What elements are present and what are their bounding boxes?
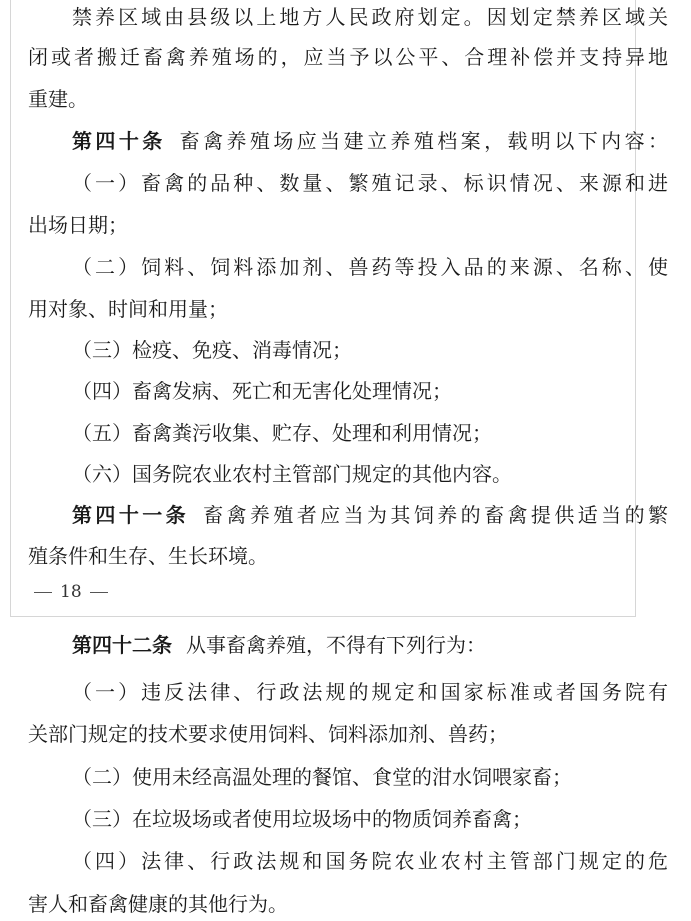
list-item: （一）违反法律、行政法规的规定和国家标准或者国务院有 xyxy=(72,680,668,704)
paragraph-line: 禁养区域由县级以上地方人民政府划定。因划定禁养区域关 xyxy=(72,5,668,29)
list-item: （四）法律、行政法规和国务院农业农村主管部门规定的危 xyxy=(72,849,668,873)
list-item-cont: 出场日期； xyxy=(28,213,128,237)
dash-left xyxy=(34,592,52,593)
article-42 xyxy=(72,630,668,660)
list-item-cont: 关部门规定的技术要求使用饲料、饲料添加剂、兽药； xyxy=(28,722,508,746)
article-40 xyxy=(72,126,668,156)
article-41-text: 畜禽养殖者应当为其饲养的畜禽提供适当的繁 xyxy=(203,503,669,527)
list-item-cont: 害人和畜禽健康的其他行为。 xyxy=(28,892,288,916)
article-41 xyxy=(72,500,668,530)
page-number-text: 18 xyxy=(60,582,82,602)
dash-right xyxy=(90,592,108,593)
article-40-text: 畜禽养殖场应当建立养殖档案，载明以下内容： xyxy=(179,129,669,153)
list-item: （一）畜禽的品种、数量、繁殖记录、标识情况、来源和进 xyxy=(72,171,668,195)
paragraph-line: 重建。 xyxy=(28,87,88,111)
list-item: （三）检疫、免疫、消毒情况； xyxy=(72,338,352,362)
paragraph-line: 闭或者搬迁畜禽养殖场的，应当予以公平、合理补偿并支持异地 xyxy=(28,45,668,69)
article-41-cont: 殖条件和生存、生长环境。 xyxy=(28,544,268,568)
article-40-heading: 第四十条 xyxy=(72,129,166,153)
list-item: （二）饲料、饲料添加剂、兽药等投入品的来源、名称、使 xyxy=(72,255,668,279)
article-42-text: 从事畜禽养殖，不得有下列行为： xyxy=(186,633,486,657)
list-item: （六）国务院农业农村主管部门规定的其他内容。 xyxy=(72,462,512,486)
list-item: （四）畜禽发病、死亡和无害化处理情况； xyxy=(72,379,452,403)
list-item: （五）畜禽粪污收集、贮存、处理和利用情况； xyxy=(72,421,492,445)
article-42-heading: 第四十二条 xyxy=(72,633,172,657)
list-item: （三）在垃圾场或者使用垃圾场中的物质饲养畜禽； xyxy=(72,807,532,831)
list-item: （二）使用未经高温处理的餐馆、食堂的泔水饲喂家畜； xyxy=(72,765,572,789)
article-41-heading: 第四十一条 xyxy=(72,503,190,527)
list-item-cont: 用对象、时间和用量； xyxy=(28,297,228,321)
page-number xyxy=(34,580,116,604)
